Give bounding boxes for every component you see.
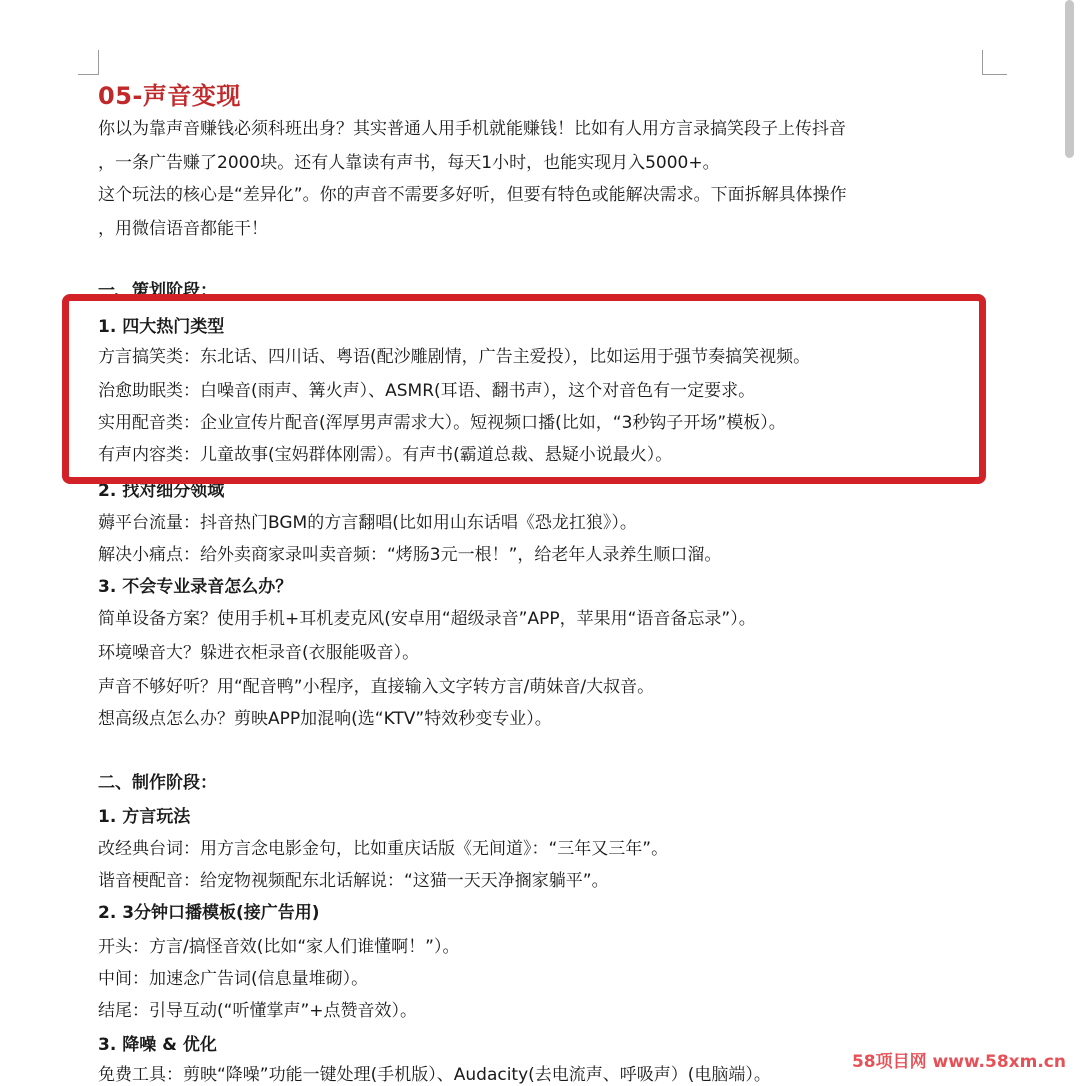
subheading-dialect: 1. 方言玩法 (98, 807, 191, 827)
list-item: 有声内容类：儿童故事(宝妈群体刚需）。有声书(霸道总裁、悬疑小说最火）。 (98, 445, 673, 465)
list-item: 想高级点怎么办？剪映APP加混响(选“KTV”特效秒变专业）。 (98, 709, 552, 729)
list-item: 声音不够好听？用“配音鸭”小程序，直接输入文字转方言/萌妹音/大叔音。 (98, 677, 655, 697)
section-title: 05-声音变现 (98, 82, 241, 110)
heading-planning-stage: 一、策划阶段： (98, 281, 217, 301)
subheading-template: 2. 3分钟口播模板(接广告用) (98, 903, 320, 923)
subheading-recording: 3. 不会专业录音怎么办？ (98, 577, 293, 597)
paragraph-line: 这个玩法的核心是“差异化”。你的声音不需要多好听，但要有特色或能解决需求。下面拆解具体操作 (98, 185, 847, 205)
page-corner-mark-right (982, 50, 1007, 75)
page-corner-mark-left (78, 50, 99, 75)
list-item: 结尾：引导互动(“听懂掌声”+点赞音效）。 (98, 1001, 417, 1021)
subheading-niche: 2. 找对细分领域 (98, 481, 225, 501)
list-item: 方言搞笑类：东北话、四川话、粤语(配沙雕剧情，广告主爱投），比如运用于强节奏搞笑视频。 (98, 347, 811, 367)
list-item: 开头：方言/搞怪音效(比如“家人们谁懂啊！”）。 (98, 937, 460, 957)
heading-production-stage: 二、制作阶段： (98, 773, 217, 793)
list-item: 薅平台流量：抖音热门BGM的方言翻唱(比如用山东话唱《恐龙扛狼》）。 (98, 513, 637, 533)
list-item: 改经典台词：用方言念电影金句，比如重庆话版《无间道》：“三年又三年”。 (98, 839, 669, 859)
list-item: 免费工具：剪映“降噪”功能一键处理(手机版）、Audacity(去电流声、呼吸声）(电脑端）。 (98, 1065, 771, 1085)
list-item: 环境噪音大？躲进衣柜录音(衣服能吸音）。 (98, 643, 420, 663)
list-item: 谐音梗配音：给宠物视频配东北话解说：“这猫一天天净搁家躺平”。 (98, 871, 609, 891)
scrollbar[interactable] (1060, 0, 1080, 1080)
watermark: 58项目网 www.58xm.cn (851, 1052, 1066, 1072)
list-item: 实用配音类：企业宣传片配音(浑厚男声需求大）。短视频口播(比如，“3秒钩子开场”模板）。 (98, 413, 786, 433)
subheading-denoise: 3. 降噪 & 优化 (98, 1035, 217, 1055)
scrollbar-thumb[interactable] (1065, 0, 1074, 158)
list-item: 简单设备方案？使用手机+耳机麦克风(安卓用“超级录音”APP，苹果用“语音备忘录”）。 (98, 609, 756, 629)
subheading-four-types: 1. 四大热门类型 (98, 317, 225, 337)
paragraph-line: ，一条广告赚了2000块。还有人靠读有声书，每天1小时，也能实现月入5000+。 (98, 153, 720, 173)
list-item: 解决小痛点：给外卖商家录叫卖音频：“烤肠3元一根！”，给老年人录养生顺口溜。 (98, 545, 722, 565)
list-item: 中间：加速念广告词(信息量堆砌）。 (98, 969, 369, 989)
paragraph-line: ，用微信语音都能干！ (98, 219, 268, 239)
highlight-box (62, 294, 986, 484)
list-item: 治愈助眠类：白噪音(雨声、篝火声）、ASMR(耳语、翻书声），这个对音色有一定要求。 (98, 381, 756, 401)
paragraph-line: 你以为靠声音赚钱必须科班出身？其实普通人用手机就能赚钱！比如有人用方言录搞笑段子上传抖音 (98, 119, 846, 139)
